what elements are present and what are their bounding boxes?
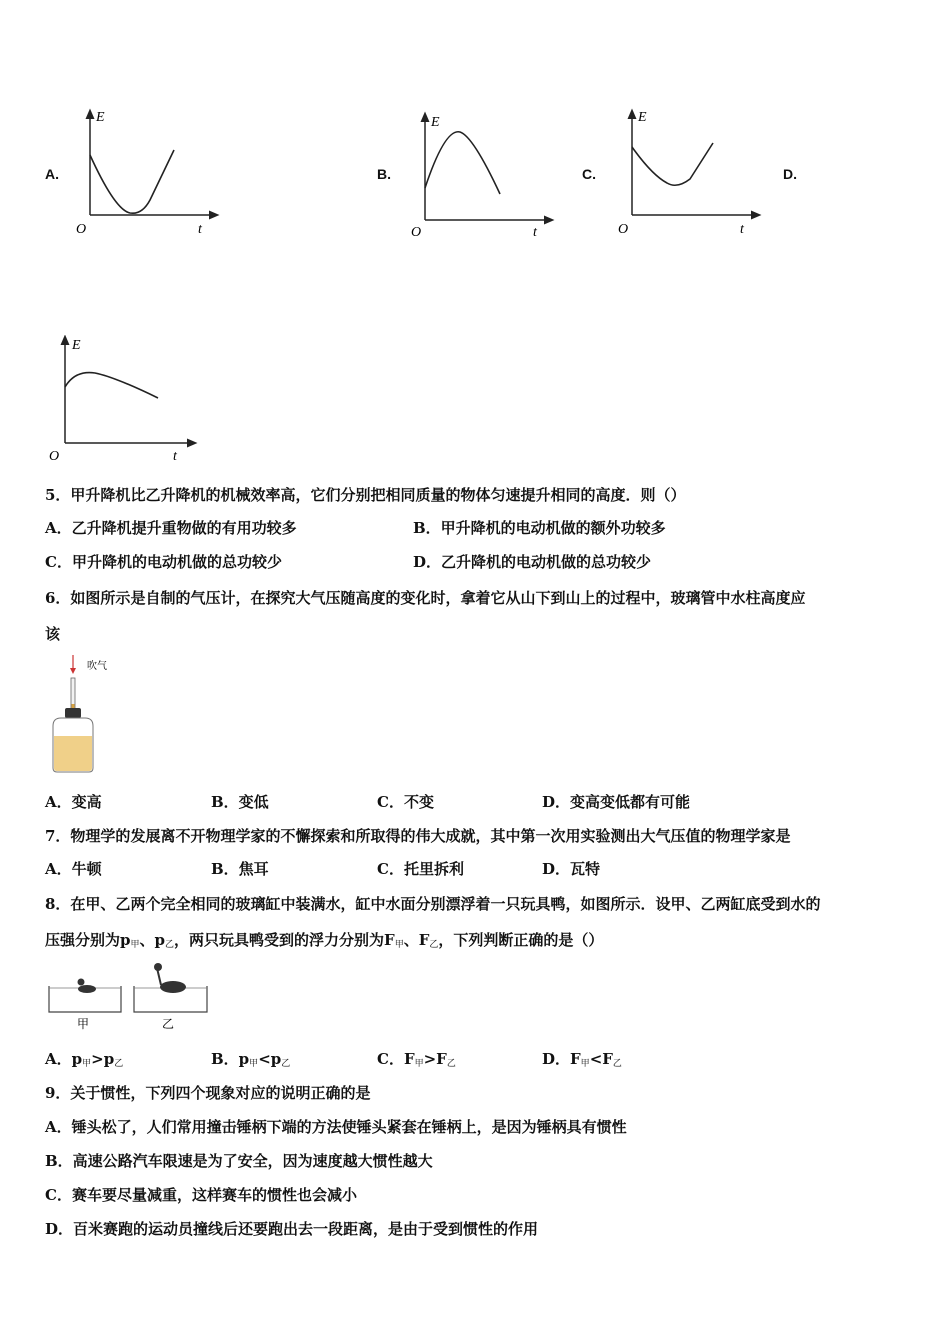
axis-t: t bbox=[173, 449, 177, 464]
q9-option-c: C．赛车要尽量减重，这样赛车的惯性也会减小 bbox=[45, 1186, 357, 1204]
q5-option-d: D．乙升降机的电动机做的总功较少 bbox=[413, 553, 652, 571]
q9-stem: 9．关于惯性，下列四个现象对应的说明正确的是 bbox=[45, 1084, 371, 1102]
graph-d bbox=[45, 335, 205, 465]
q6-stem-line1: 6．如图所示是自制的气压计，在探究大气压随高度的变化时，拿着它从山下到山上的过程中，玻璃管中水柱高度应 bbox=[45, 589, 806, 607]
option-c-label: C. bbox=[582, 166, 596, 182]
barometer-figure bbox=[45, 652, 155, 777]
q6-option-b: B．变低 bbox=[211, 793, 269, 811]
axis-t: t bbox=[533, 225, 537, 240]
q8-stem-line1: 8．在甲、乙两个完全相同的玻璃缸中装满水，缸中水面分别漂浮着一只玩具鸭，如图所示．设甲、乙两缸底受到水的 bbox=[45, 895, 821, 913]
graph-c bbox=[612, 105, 772, 240]
q7-option-a: A．牛顿 bbox=[45, 860, 102, 878]
q6-option-a: A．变高 bbox=[45, 793, 102, 811]
axis-e: E bbox=[96, 110, 105, 125]
q7-option-d: D．瓦特 bbox=[542, 860, 601, 878]
q7-option-b: B．焦耳 bbox=[211, 860, 269, 878]
axis-e: E bbox=[72, 338, 81, 353]
q9-option-d: D．百米赛跑的运动员撞线后还要跑出去一段距离，是由于受到惯性的作用 bbox=[45, 1220, 539, 1238]
q8-option-d: D．$F_甲<F_乙$ bbox=[542, 1050, 622, 1069]
graph-b bbox=[405, 108, 565, 243]
q6-stem-line2: 该 bbox=[45, 625, 61, 643]
q5-option-c: C．甲升降机的电动机做的总功较少 bbox=[45, 553, 282, 571]
axis-e: E bbox=[638, 110, 647, 125]
option-a-label: A. bbox=[45, 166, 59, 182]
option-d-label: D. bbox=[783, 166, 797, 182]
q9-option-b: B．高速公路汽车限速是为了安全，因为速度越大惯性越大 bbox=[45, 1152, 433, 1170]
ducks-figure bbox=[45, 958, 220, 1036]
axis-o: O bbox=[76, 222, 87, 237]
q6-option-c: C．不变 bbox=[377, 793, 434, 811]
q7-stem: 7．物理学的发展离不开物理学家的不懈探索和所取得的伟大成就，其中第一次用实验测出大气压值的物理学家是 bbox=[45, 827, 791, 845]
axis-o: O bbox=[618, 222, 629, 237]
graph-a bbox=[70, 105, 230, 240]
axis-t: t bbox=[740, 222, 744, 237]
axis-e: E bbox=[431, 115, 440, 130]
tank-jia-label: 甲 bbox=[77, 1017, 90, 1031]
blow-label: 吹气 bbox=[87, 661, 107, 672]
q7-option-c: C．托里拆利 bbox=[377, 860, 464, 878]
q6-option-d: D．变高变低都有可能 bbox=[542, 793, 691, 811]
q5-option-a: A．乙升降机提升重物做的有用功较多 bbox=[45, 519, 297, 537]
axis-t: t bbox=[198, 222, 202, 237]
q8-option-a: A．$p_甲>p_乙$ bbox=[45, 1050, 124, 1069]
q8-stem-line2: 压强分别为$p_甲$、$p_乙$，两只玩具鸭受到的浮力分别为$F_甲$、$F_乙$，下列判断正确的是（） bbox=[45, 931, 604, 950]
q9-option-a: A．锤头松了，人们常用撞击锤柄下端的方法使锤头紧套在锤柄上，是因为锤柄具有惯性 bbox=[45, 1118, 627, 1136]
q8-option-c: C．$F_甲>F_乙$ bbox=[377, 1050, 456, 1069]
q5-option-b: B．甲升降机的电动机做的额外功较多 bbox=[413, 519, 666, 537]
q5-stem: 5．甲升降机比乙升降机的机械效率高，它们分别把相同质量的物体匀速提升相同的高度．则（） bbox=[45, 486, 686, 504]
option-b-label: B. bbox=[377, 166, 391, 182]
axis-o: O bbox=[411, 225, 422, 240]
axis-o: O bbox=[49, 449, 60, 464]
tank-yi-label: 乙 bbox=[162, 1017, 175, 1031]
q8-option-b: B．$p_甲<p_乙$ bbox=[211, 1050, 291, 1069]
